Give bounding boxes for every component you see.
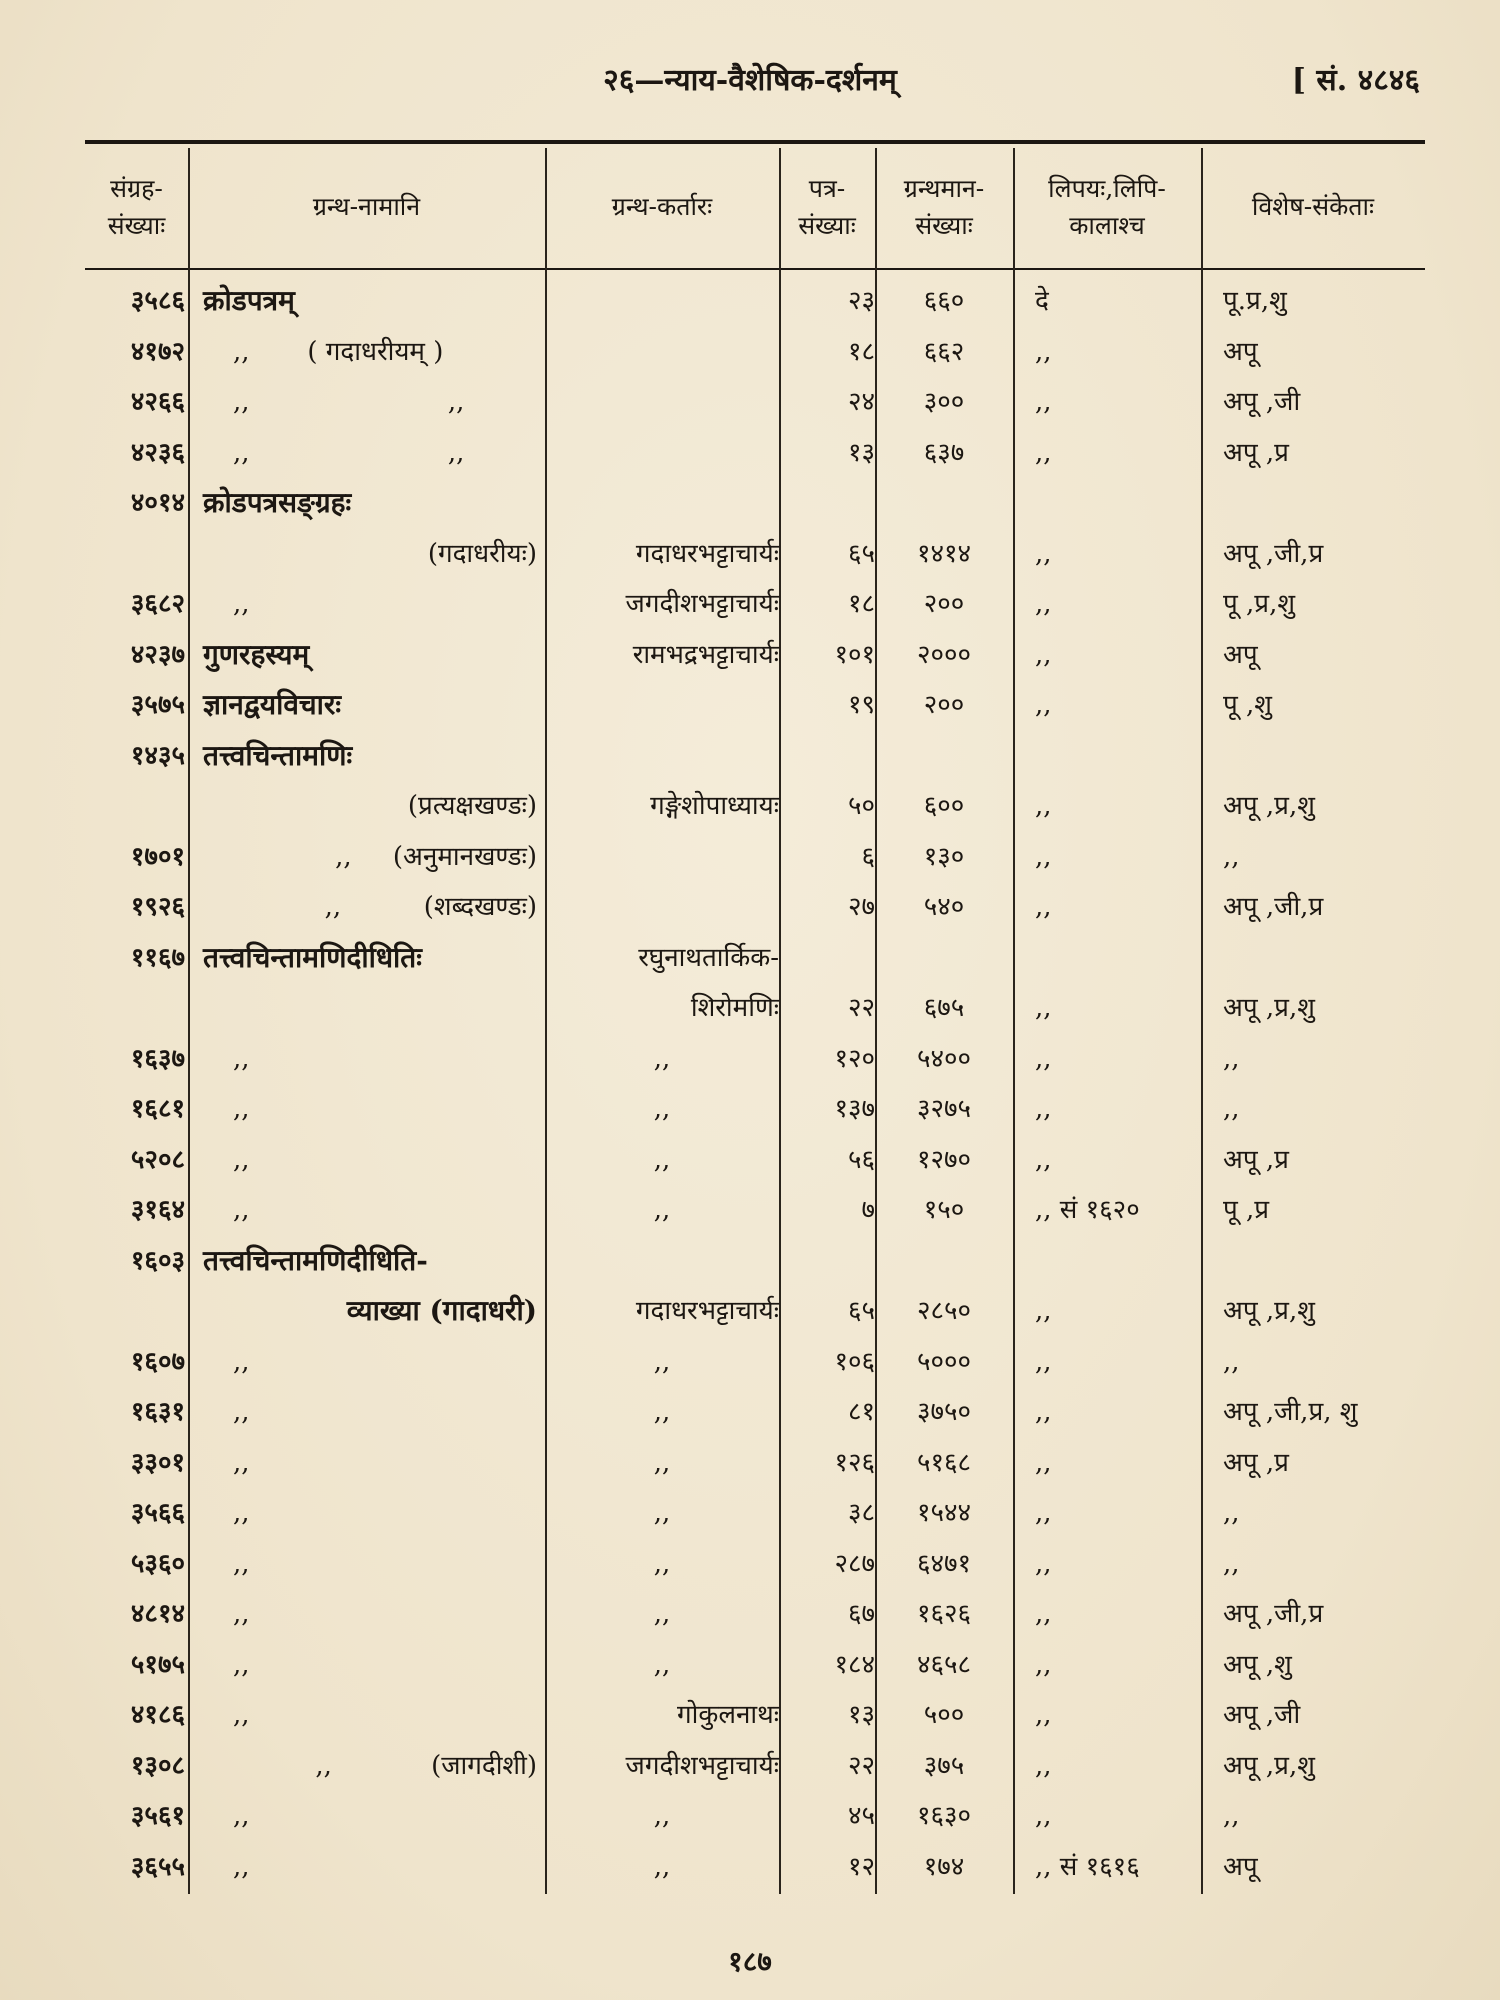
collection-number: १९२६ (130, 892, 185, 922)
extent-count: ५०० (923, 1700, 965, 1730)
extent-count: ५१६८ (916, 1447, 972, 1478)
folio-count: ८१ (847, 1397, 875, 1427)
table-row (85, 324, 1425, 375)
running-reference: [ सं. ४८४६ (1291, 63, 1420, 98)
extent-count: ३७५० (916, 1397, 972, 1427)
collection-number: १६८१ (130, 1094, 185, 1124)
extent-count: १७४ (923, 1851, 965, 1882)
folio-count: २७ (847, 892, 875, 922)
work-title: गुणरहस्यम् (203, 637, 310, 671)
special-notes (1201, 938, 1425, 978)
special-notes: ,, (1223, 1548, 1240, 1579)
table-row (85, 1384, 1425, 1435)
extent-count (875, 938, 1013, 978)
work-title: ,, (233, 1144, 250, 1175)
collection-number: ४१७२ (130, 336, 185, 367)
script-and-date: ,, (1035, 1346, 1052, 1377)
extent-count: ५००० (916, 1346, 972, 1377)
script-and-date: ,, (1035, 1599, 1052, 1629)
collection-number: १६०७ (130, 1346, 185, 1377)
author: गोकुलनाथः (677, 1700, 779, 1730)
author (547, 887, 779, 927)
special-notes: पू ,प्र,शु (1223, 589, 1296, 619)
script-and-date: ,, (1035, 1700, 1052, 1730)
author: ,, (653, 1043, 671, 1074)
collection-number (85, 988, 185, 1028)
author (547, 433, 779, 473)
work-title: तत्त्वचिन्तामणिदीधिति- (203, 1243, 428, 1277)
folio-count: २८७ (834, 1548, 875, 1579)
script-and-date: ,, (1035, 1548, 1052, 1579)
author: ,, (653, 1649, 671, 1680)
special-notes: ,, (1223, 1346, 1240, 1377)
collection-number (85, 534, 185, 574)
special-notes: अपू ,प्र,शु (1223, 993, 1315, 1023)
author: गदाधरभट्टाचार्यः (635, 538, 779, 569)
collection-number: ३५६१ (130, 1801, 185, 1831)
script-and-date: ,, (1035, 892, 1052, 922)
collection-number: १४३५ (130, 740, 185, 771)
collection-number (85, 1291, 185, 1331)
special-notes: अपू (1223, 1851, 1258, 1882)
author: शिरोमणिः (690, 993, 779, 1023)
extent-count: २०० (923, 589, 965, 619)
extent-count: ६३७ (923, 437, 965, 468)
author: जगदीशभट्टाचार्यः (625, 589, 779, 619)
table-row (85, 1132, 1425, 1183)
script-and-date: ,, (1035, 841, 1052, 872)
special-notes: ,, (1223, 1043, 1240, 1074)
header-authors: ग्रन्थ-कर्तारः (611, 192, 713, 222)
collection-number: ३५८६ (130, 286, 185, 316)
manuscript-table (85, 140, 1425, 1900)
collection-number: १७०१ (130, 841, 185, 872)
author (547, 281, 779, 321)
work-title: ,, ( गदाधरीयम् ) (233, 336, 444, 367)
special-notes: अपू ,जी,प्र, शु (1223, 1397, 1358, 1427)
folio-count: ६ (861, 841, 875, 872)
work-title: ,, (233, 1397, 250, 1427)
collection-number: ४१८६ (130, 1700, 185, 1730)
author (547, 382, 779, 422)
header-special-notes: विशेष-संकेताः (1251, 192, 1375, 222)
extent-count: ६६० (923, 286, 965, 316)
script-and-date (1013, 483, 1201, 523)
folio-count: १९ (847, 690, 875, 720)
special-notes: ,, (1223, 1498, 1240, 1528)
special-notes: अपू (1223, 639, 1258, 670)
folio-count: ५० (847, 791, 875, 821)
folio-count: ६५ (847, 1296, 875, 1326)
extent-count: २८५० (916, 1296, 972, 1326)
script-and-date: ,, (1035, 639, 1052, 670)
folio-count: ३८ (847, 1498, 875, 1528)
work-title: ,, (233, 1599, 250, 1629)
folio-count: ७ (861, 1195, 875, 1225)
table-row (85, 778, 1425, 829)
collection-number: ३५७५ (130, 690, 185, 720)
collection-number (85, 786, 185, 826)
folio-count: २४ (847, 387, 875, 417)
collection-number: ४२३७ (130, 639, 185, 670)
extent-count (875, 483, 1013, 523)
script-and-date (1013, 938, 1201, 978)
table-row (85, 475, 1425, 526)
script-and-date: ,, (1035, 336, 1052, 367)
script-and-date: ,, (1035, 1043, 1052, 1074)
table-row (85, 1435, 1425, 1486)
special-notes: अपू ,जी,प्र (1223, 892, 1324, 922)
special-notes: पू ,शु (1223, 690, 1272, 720)
folio-count: ५६ (847, 1144, 875, 1175)
author (547, 332, 779, 372)
extent-count: ४६५८ (916, 1649, 972, 1680)
folio-count (775, 483, 875, 523)
special-notes: ,, (1223, 1094, 1240, 1124)
header-titles: ग्रन्थ-नामानि (312, 192, 421, 222)
author: ,, (653, 1447, 671, 1478)
extent-count: ६०० (923, 791, 965, 821)
collection-number: ५२०८ (130, 1144, 185, 1175)
script-and-date: ,, (1035, 690, 1052, 720)
work-title: ,, ,, (233, 437, 465, 468)
special-notes: अपू ,प्र (1223, 1144, 1289, 1175)
author: गङ्गेशोपाध्यायः (650, 791, 779, 821)
extent-count: ३०० (923, 387, 965, 417)
page-number: १८७ (728, 1945, 772, 1978)
script-and-date: ,, सं १६१६ (1035, 1851, 1140, 1882)
author: गदाधरभट्टाचार्यः (635, 1296, 779, 1326)
folio-count (775, 1241, 875, 1281)
special-notes: अपू ,जी,प्र (1223, 538, 1324, 569)
special-notes: अपू ,प्र,शु (1223, 1296, 1315, 1326)
work-title: ज्ञानद्वयविचारः (203, 688, 342, 721)
special-notes (1201, 483, 1425, 523)
script-and-date: ,, (1035, 1801, 1052, 1831)
special-notes: पू ,प्र (1223, 1195, 1270, 1225)
author: ,, (653, 1498, 671, 1528)
table-row (85, 829, 1425, 880)
collection-number: ५१७५ (130, 1649, 185, 1680)
script-and-date: ,, (1035, 1397, 1052, 1427)
collection-number: ४२३६ (130, 437, 185, 468)
header-extent: ग्रन्थमान- संख्याः (903, 174, 985, 240)
folio-count (775, 736, 875, 776)
work-title: ,, (233, 1346, 250, 1377)
script-and-date: ,, (1035, 437, 1052, 468)
work-title: ,, (233, 1801, 250, 1831)
folio-count: १०१ (834, 639, 875, 670)
table-row (85, 1031, 1425, 1082)
special-notes: ,, (1223, 1801, 1240, 1831)
special-notes: अपू ,प्र,शु (1223, 1750, 1315, 1781)
extent-count: १२७० (916, 1144, 972, 1175)
special-notes: अपू ,प्र (1223, 1447, 1289, 1478)
script-and-date: ,, (1035, 1498, 1052, 1528)
folio-count: ६५ (847, 538, 875, 569)
work-title: ,, (233, 1851, 250, 1882)
extent-count: ३७५ (923, 1750, 965, 1781)
collection-number: १३०८ (130, 1750, 185, 1781)
folio-count: १२६ (834, 1447, 875, 1478)
extent-count: ५४०० (916, 1043, 972, 1074)
folio-count: १८ (847, 336, 875, 367)
table-row (85, 1334, 1425, 1385)
extent-count (875, 736, 1013, 776)
special-notes: ,, (1223, 841, 1240, 872)
special-notes: अपू (1223, 336, 1258, 367)
work-title: व्याख्या (गादाधरी) (346, 1294, 537, 1327)
work-title: ,, (जागदीशी) (315, 1750, 537, 1781)
folio-count: १८४ (834, 1649, 875, 1680)
running-title: २६—न्याय-वैशेषिक-दर्शनम् (603, 63, 897, 98)
extent-count: २०० (923, 690, 965, 720)
author: ,, (653, 1851, 671, 1882)
folio-count: १८ (847, 589, 875, 619)
table-row (85, 374, 1425, 425)
table-row (85, 980, 1425, 1031)
collection-number: १६०३ (130, 1245, 185, 1276)
table-row (85, 1839, 1425, 1890)
table-row (85, 879, 1425, 930)
special-notes: अपू ,जी,प्र (1223, 1599, 1324, 1629)
extent-count: ३२७५ (916, 1094, 972, 1124)
work-title: तत्त्वचिन्तामणिदीधितिः (203, 940, 422, 974)
collection-number: ३३०१ (130, 1447, 185, 1478)
extent-count: १४१४ (916, 538, 972, 569)
table-row (85, 273, 1425, 324)
collection-number: ४२६६ (130, 387, 185, 417)
extent-count: ६७५ (923, 993, 965, 1023)
running-head (0, 58, 1500, 108)
folio-count: १३७ (834, 1094, 875, 1124)
work-title: ,, (शब्दखण्डः) (324, 892, 537, 922)
top-rule (85, 140, 1425, 144)
table-row (85, 1738, 1425, 1789)
work-title: ,, (233, 1700, 250, 1730)
table-row (85, 1536, 1425, 1587)
header-rule (85, 268, 1425, 270)
table-row (85, 930, 1425, 981)
table-row (85, 627, 1425, 678)
table-row (85, 1485, 1425, 1536)
script-and-date: ,, (1035, 1750, 1052, 1781)
author (547, 685, 779, 725)
author: ,, (653, 1195, 671, 1225)
special-notes: अपू ,जी (1223, 387, 1301, 417)
table-row (85, 526, 1425, 577)
table-row (85, 1687, 1425, 1738)
author (547, 837, 779, 877)
extent-count (875, 1241, 1013, 1281)
folio-count: १२ (847, 1851, 875, 1882)
script-and-date: ,, (1035, 993, 1052, 1023)
collection-number: ११६७ (130, 942, 185, 973)
table-row (85, 1233, 1425, 1284)
special-notes: अपू ,प्र (1223, 437, 1289, 468)
collection-number: ३१६४ (130, 1195, 185, 1225)
table-row (85, 677, 1425, 728)
script-and-date: ,, (1035, 387, 1052, 417)
extent-count: ६४७१ (916, 1548, 972, 1579)
extent-count: १६३० (916, 1801, 972, 1831)
author (547, 1241, 779, 1281)
script-and-date (1013, 736, 1201, 776)
collection-number: ४०१४ (130, 488, 185, 518)
special-notes (1201, 736, 1425, 776)
author: ,, (653, 1801, 671, 1831)
special-notes: अपू ,प्र,शु (1223, 791, 1315, 821)
script-and-date: ,, (1035, 1447, 1052, 1478)
script-and-date: ,, (1035, 1649, 1052, 1680)
author: ,, (653, 1397, 671, 1427)
collection-number: १६३७ (130, 1043, 185, 1074)
work-title: ,, (233, 1498, 250, 1528)
work-title: ,, ,, (233, 387, 465, 417)
extent-count: ६६२ (923, 336, 965, 367)
author (547, 736, 779, 776)
extent-count: १५० (923, 1195, 965, 1225)
author: जगदीशभट्टाचार्यः (625, 1750, 779, 1781)
folio-count: २२ (847, 1750, 875, 1781)
script-and-date: दे (1035, 286, 1049, 316)
script-and-date: ,, (1035, 589, 1052, 619)
extent-count: २००० (916, 639, 972, 670)
collection-number: ३५६६ (130, 1498, 185, 1528)
table-row (85, 1637, 1425, 1688)
extent-count: ५४० (923, 892, 965, 922)
header-folios: पत्र- संख्याः (798, 174, 856, 240)
folio-count: ४५ (847, 1801, 875, 1831)
script-and-date: ,, (1035, 1296, 1052, 1326)
folio-count: २३ (847, 286, 875, 316)
script-and-date: ,, (1035, 538, 1052, 569)
script-and-date: ,, (1035, 1094, 1052, 1124)
table-row (85, 728, 1425, 779)
collection-number: ३६८२ (130, 589, 185, 619)
folio-count: १०६ (834, 1346, 875, 1377)
special-notes: पू.प्र,शु (1223, 286, 1287, 316)
extent-count: १६२६ (916, 1599, 972, 1629)
work-title: ,, (233, 1043, 250, 1074)
folio-count: १३ (847, 1700, 875, 1730)
work-title: (गदाधरीयः) (427, 538, 537, 569)
work-title: क्रोडपत्रसङ्ग्रहः (203, 486, 352, 519)
script-and-date: ,, (1035, 1144, 1052, 1175)
table-row (85, 576, 1425, 627)
author: रघुनाथतार्किक- (638, 942, 779, 973)
author: रामभद्रभट्टाचार्यः (632, 639, 779, 670)
table-row (85, 1081, 1425, 1132)
folio-count: १३ (847, 437, 875, 468)
author: ,, (653, 1346, 671, 1377)
special-notes: अपू ,जी (1223, 1700, 1301, 1730)
work-title: ,, (233, 1447, 250, 1478)
folio-count: १२० (834, 1043, 875, 1074)
header-collection-number: संग्रह- संख्याः (107, 174, 166, 240)
folio-count: २२ (847, 993, 875, 1023)
script-and-date: ,, सं १६२० (1035, 1195, 1140, 1225)
special-notes (1201, 1241, 1425, 1281)
table-row (85, 1283, 1425, 1334)
table-row (85, 1182, 1425, 1233)
author: ,, (653, 1599, 671, 1629)
work-title: ,, (233, 1649, 250, 1680)
table-body (85, 273, 1425, 1889)
work-title: (प्रत्यक्षखण्डः) (407, 791, 537, 821)
extent-count: १५४४ (916, 1498, 972, 1528)
table-row (85, 425, 1425, 476)
table-row (85, 1586, 1425, 1637)
author: ,, (653, 1094, 671, 1124)
folio-count (775, 938, 875, 978)
script-and-date: ,, (1035, 791, 1052, 821)
work-title: क्रोडपत्रम् (203, 284, 295, 317)
collection-number: ५३६० (130, 1548, 185, 1579)
table-header (85, 150, 1425, 265)
table-row (85, 1788, 1425, 1839)
special-notes: अपू ,शु (1223, 1649, 1292, 1680)
author (547, 483, 779, 523)
work-title: ,, (233, 1094, 250, 1124)
header-script-date: लिपयः,लिपि- कालाश्च (1048, 174, 1166, 240)
author: ,, (653, 1548, 671, 1579)
author: ,, (653, 1144, 671, 1175)
work-title: ,, (233, 1195, 250, 1225)
work-title: तत्त्वचिन्तामणिः (203, 738, 353, 772)
collection-number: ३६५५ (130, 1851, 185, 1882)
collection-number: ४८१४ (130, 1599, 185, 1629)
work-title: ,, (233, 1548, 250, 1579)
collection-number: १६३१ (130, 1397, 185, 1427)
work-title: ,, (अनुमानखण्डः) (335, 841, 537, 872)
folio-count: ६७ (847, 1599, 875, 1629)
extent-count: १३० (923, 841, 965, 872)
work-title: ,, (233, 589, 250, 619)
script-and-date (1013, 1241, 1201, 1281)
